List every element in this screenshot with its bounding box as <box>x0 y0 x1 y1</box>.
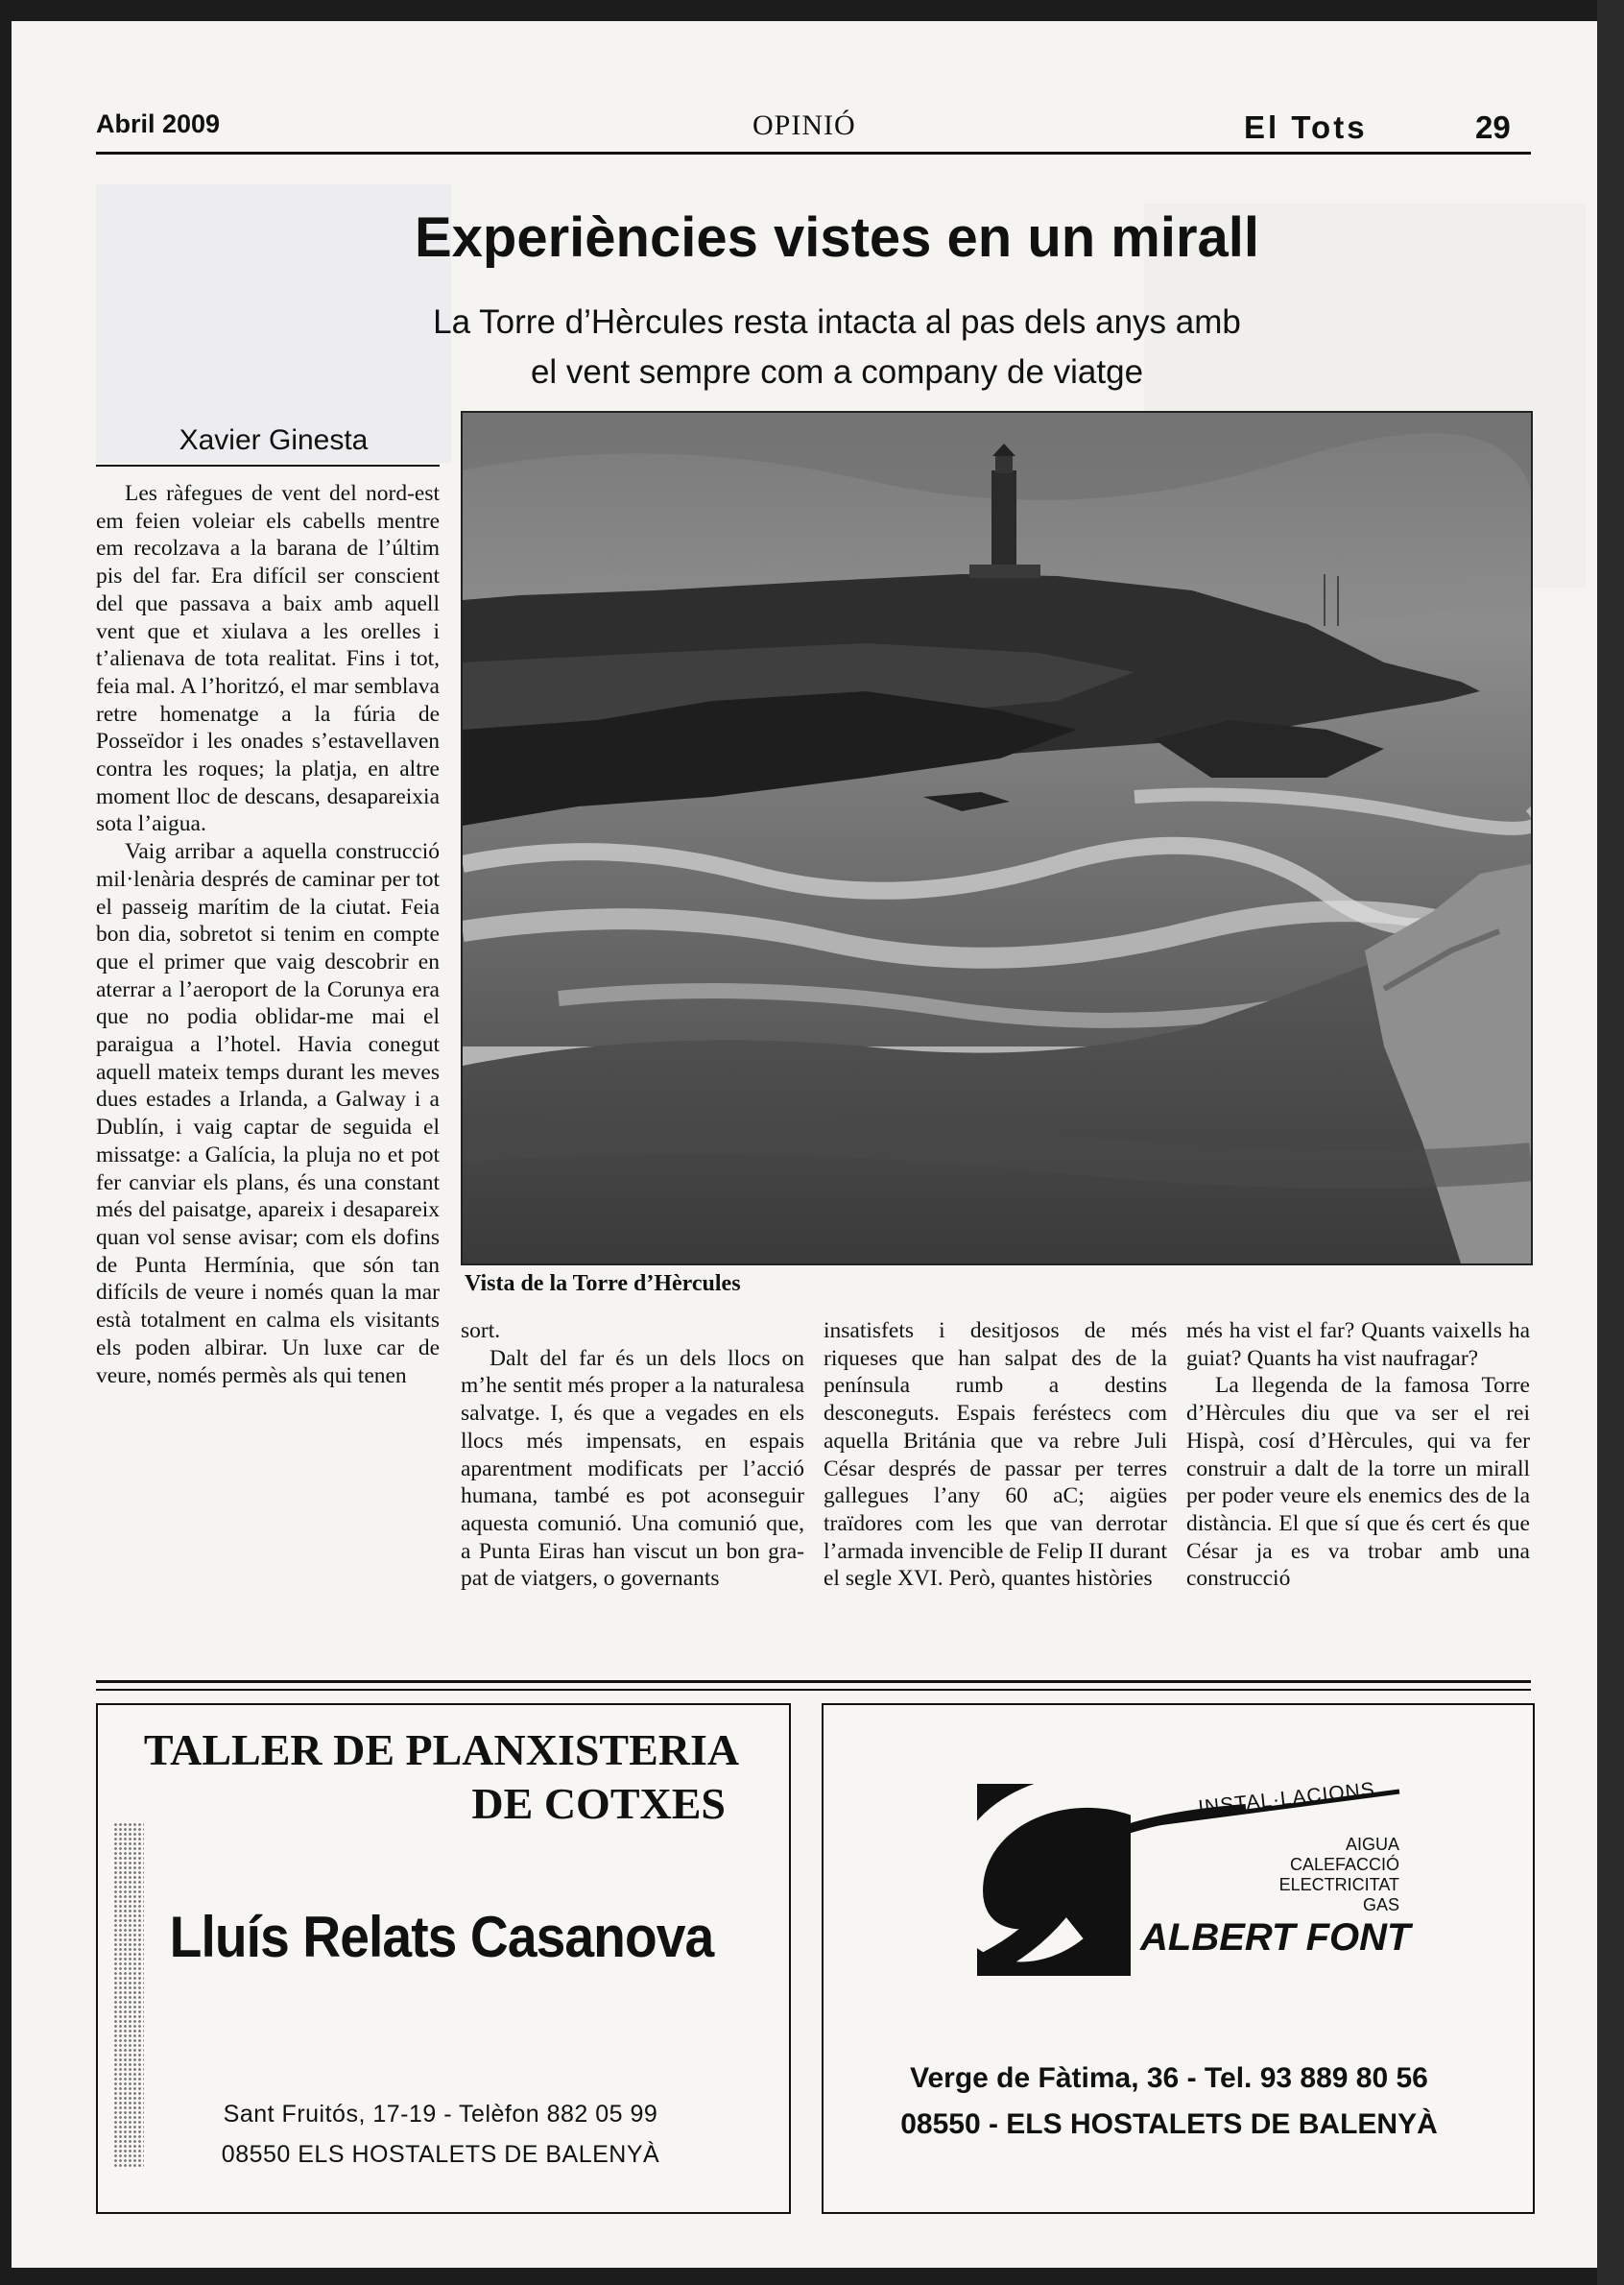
subtitle-line: el vent sempre com a company de viatge <box>530 353 1144 391</box>
section-name: OPINIÓ <box>752 109 856 141</box>
paragraph: sort. <box>461 1318 501 1343</box>
paragraph: La llegenda de la famosa Torre d’Hèrcules diu que va ser el rei Hispà, cosí d’Hèrcules, qui va fer construir a dalt de la torre un mirall per poder veure els enemics des de la distància. El que sí que és cert és que César ja es va trobar amb una construcció <box>1186 1373 1530 1592</box>
article-title: Experiències vistes en un mirall <box>414 206 1260 269</box>
ads-separator-rule <box>96 1680 1531 1683</box>
tower-of-hercules-image <box>463 413 1531 1263</box>
service-item: AIGUA <box>1345 1835 1399 1854</box>
article-column-1 <box>96 480 440 1389</box>
ad-heading-line: DE COTXES <box>471 1779 726 1828</box>
ad-address: Verge de Fàtima, 36 - Tel. 93 889 80 56 <box>910 2062 1428 2094</box>
ad-heading-line: TALLER DE PLANXISTERIA <box>143 1725 740 1774</box>
ad-city: 08550 - ELS HOSTALETS DE BALENYÀ <box>900 2108 1438 2140</box>
advertisement-installations <box>822 1703 1535 2214</box>
ad-tagline: INSTAL·LACIONS <box>1197 1778 1376 1819</box>
paragraph: Vaig arribar a aquella construcció mil·lenària després de caminar per tot el passeig marítim de la ciutat. Feia bon dia, sobretot si tenim en compte que el primer que vaig descobrir en aterrar a l’aeroport de la Corunya era que no podia oblidar-me mai el paraigua a l’hotel. Havia conegut aquell mateix temps durant les meves dues estades a Irlanda, a Galway i a Dublín, i vaig captar de seguida el missatge: a Galícia, la pluja no et pot fer canviar els plans, és una constant més del paisatge, apareix i desapareix quan vol sense avisar; com els dofins de Punta Hermínia, que són tan difícils de veure i només quan la mar està totalment en calma els visitants els poden albirar. Un luxe car de veure, només permès als qui tenen <box>96 839 440 1388</box>
ad-business-name: ALBERT FONT <box>1140 1916 1411 1959</box>
scan-edge <box>1597 0 1624 2285</box>
header-rule <box>96 152 1531 155</box>
paragraph: insatisfets i desitjosos de més riqueses que han salpat des de la península rumb a destins desconeguts. Espais feréstecs com aquella Británia que va rebre Juli César després de passar per terres gallegues l’any 60 aC; aigües traïdores com les que van derrotar l’armada invencible de Felip II durant el segle XVI. Però, quantes històries <box>824 1318 1167 1592</box>
ad-services <box>1207 1835 1399 1915</box>
service-item: ELECTRICITAT <box>1278 1875 1399 1894</box>
article-subtitle <box>299 298 1374 397</box>
page-number: 29 <box>1475 109 1511 145</box>
paragraph: Les ràfegues de vent del nord-est em feien voleiar els cabells mentre em recolzava a la barana de l’últim pis del far. Era difícil ser conscient del que passava a baix amb aquell vent que et xiulava a les orelles i t’alienava de tota realitat. Fins i tot, feia mal. A l’horitzó, el mar semblava retre homenatge a la fúria de Posseïdor i les onades s’estavellaven contra les roques; la platja, en altre moment lloc de descans, desapareixia sota l’aigua. <box>96 481 440 837</box>
service-item: GAS <box>1362 1895 1399 1914</box>
article-column-2 <box>461 1317 804 1593</box>
dot-pattern-decoration <box>113 1822 144 2168</box>
author-byline: Xavier Ginesta <box>179 424 369 456</box>
article-column-4 <box>1186 1317 1530 1593</box>
ad-address: Sant Fruitós, 17-19 - Telèfon 882 05 99 <box>223 2101 658 2128</box>
article-column-3 <box>824 1317 1167 1593</box>
subtitle-line: La Torre d’Hèrcules resta intacta al pas dels anys amb <box>433 303 1241 341</box>
author-rule <box>96 465 440 467</box>
advertisement-body-shop <box>96 1703 791 2214</box>
issue-date: Abril 2009 <box>96 109 221 138</box>
ad-city: 08550 ELS HOSTALETS DE BALENYÀ <box>221 2141 660 2168</box>
magazine-page <box>12 21 1597 2268</box>
photo-caption: Vista de la Torre d’Hèrcules <box>465 1271 741 1296</box>
lighthouse-photo <box>461 411 1533 1265</box>
paragraph: Dalt del far és un dels llocs on m’he sentit més proper a la naturalesa salvatge. I, és que a vegades en els llocs més impensats, en espais aparentment modificats per l’acció humana, també es pot aconseguir aquesta comunió. Una comunió que, a Punta Eiras han viscut un bon grapat de viatgers, o governants <box>461 1345 804 1592</box>
paragraph: més ha vist el far? Quants vaixells ha guiat? Quants ha vist naufragar? <box>1186 1318 1530 1371</box>
service-item: CALEFACCIÓ <box>1289 1855 1399 1874</box>
publication-name: El Tots <box>1244 109 1368 145</box>
ad-business-name: Lluís Relats Casanova <box>169 1905 714 1969</box>
ads-separator-rule <box>96 1689 1531 1691</box>
